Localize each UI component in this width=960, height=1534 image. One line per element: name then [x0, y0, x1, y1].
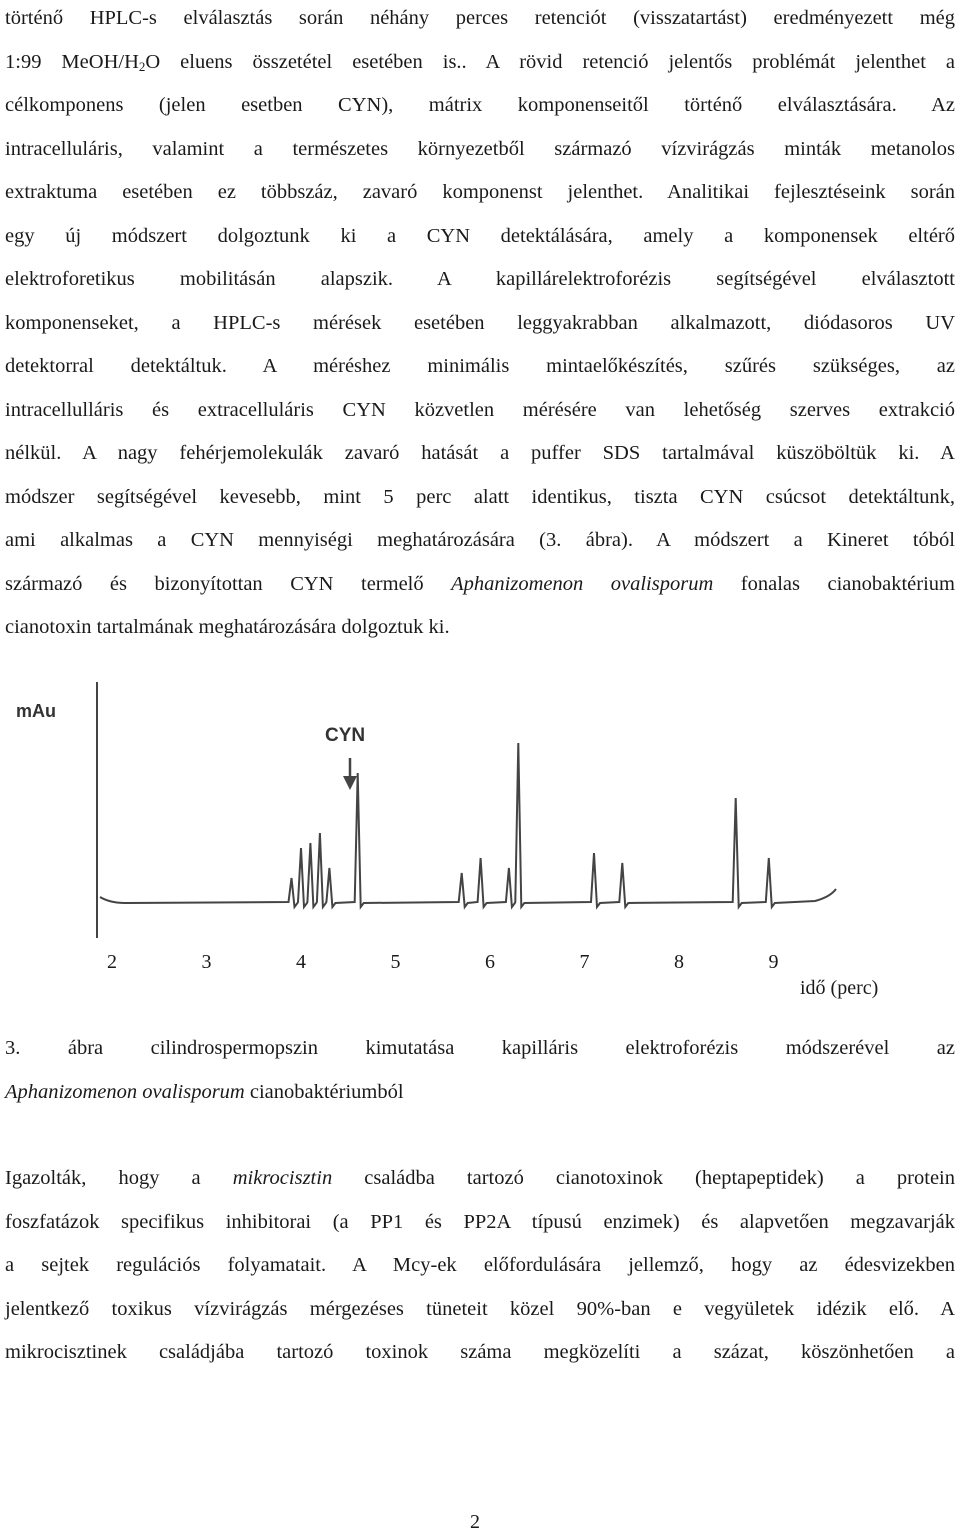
x-tick-label: 4	[296, 951, 306, 973]
x-tick-label: 6	[485, 951, 495, 973]
x-axis-label: idő (perc)	[800, 977, 879, 999]
electropherogram-plot	[0, 670, 960, 1010]
x-tick-label: 5	[390, 951, 401, 973]
cyn-arrow	[343, 758, 357, 790]
y-axis-label: mAu	[16, 701, 56, 721]
species-name: Aphanizomenon ovalisporum	[451, 572, 714, 595]
x-tick-label: 3	[201, 951, 212, 973]
paragraph-2	[5, 1157, 955, 1375]
page-number: 2	[470, 1511, 480, 1533]
text-line	[5, 1157, 955, 1201]
text-line: elektroforetikus mobilitásán alapszik. A kapillárelektroforézis segítségével elválasztott	[5, 268, 955, 290]
text-span: cianobaktériumból	[244, 1080, 404, 1103]
text-line: mikrocisztinek családjába tartozó toxinok száma megközelíti a százat, köszönhetően a	[5, 1341, 955, 1363]
text-span: Igazolták, hogy a	[5, 1167, 233, 1189]
species-name: Aphanizomenon ovalisporum	[5, 1080, 245, 1103]
text-line: a sejtek regulációs folyamatait. A Mcy-ek előfordulására jellemző, hogy az édesvizekben	[5, 1254, 955, 1276]
text-line: intracellulláris és extracelluláris CYN közvetlen mérésére van lehetőség szerves extrakció	[5, 398, 955, 421]
text-line: nélkül. A nagy fehérjemolekulák zavaró hatását a puffer SDS tartalmával küszöböltük ki. A	[5, 442, 955, 464]
toxin-name: mikrocisztin	[232, 1167, 333, 1189]
text-line: jelentkező toxikus vízvirágzás mérgezéses tüneteit közel 90%-ban e vegyületek idézik elő. A	[5, 1297, 955, 1320]
text-line: cianotoxin tartalmának meghatározására dolgoztuk ki.	[5, 616, 450, 638]
x-tick-label: 2	[107, 951, 117, 973]
text-line: detektorral detektáltuk. A méréshez minimális mintaelőkészítés, szűrés szükséges, az	[5, 355, 955, 377]
electropherogram-figure	[0, 670, 960, 1010]
text-span: családba tartozó cianotoxinok (heptapeptidek) a protein	[332, 1167, 955, 1189]
paragraph-1	[5, 0, 955, 650]
text-line: foszfatázok specifikus inhibitorai (a PP1 és PP2A típusú enzimek) és alapvetően megzavarják	[5, 1210, 955, 1233]
caption-line	[5, 1071, 955, 1115]
text-line: extraktuma esetében ez többszáz, zavaró komponenst jelenthet. Analitikai fejlesztéseink során	[5, 181, 955, 203]
x-tick-label: 8	[674, 951, 684, 973]
text-line: történő HPLC-s elválasztás során néhány perces retenciót (visszatartást) eredményezett még	[5, 7, 955, 29]
text-line: egy új módszert dolgoztunk ki a CYN detektálására, amely a komponensek eltérő	[5, 224, 955, 247]
text-line: komponenseket, a HPLC-s mérések esetében leggyakrabban alkalmazott, diódasoros UV	[5, 311, 955, 334]
x-tick-label: 7	[579, 951, 590, 973]
text-span: 1:99 MeOH/H	[5, 50, 139, 73]
text-span: származó és bizonyítottan CYN termelő	[5, 572, 452, 595]
text-span: O eluens összetétel esetében is.. A rövid retenció jelentős problémát jelenthet a	[145, 50, 955, 73]
text-line: célkomponens (jelen esetben CYN), mátrix komponenseitől történő elválasztására. Az	[5, 94, 955, 116]
signal-trace	[100, 743, 836, 907]
text-line	[5, 41, 955, 85]
text-line: ami alkalmas a CYN mennyiségi meghatározására (3. ábra). A módszert a Kineret tóból	[5, 529, 955, 551]
caption-line: 3. ábra cilindrospermopszin kimutatása kapilláris elektroforézis módszerével az	[5, 1037, 955, 1059]
subscript: 2	[138, 58, 146, 74]
text-span: fonalas cianobaktérium	[713, 572, 956, 595]
cyn-annotation: CYN	[325, 725, 366, 746]
text-line: módszer segítségével kevesebb, mint 5 perc alatt identikus, tiszta CYN csúcsot detektáltunk,	[5, 485, 955, 508]
text-line	[5, 563, 955, 607]
figure-caption	[5, 1027, 955, 1114]
x-tick-label: 9	[768, 951, 779, 973]
text-line: intracelluláris, valamint a természetes környezetből származó vízvirágzás minták metanolos	[5, 137, 955, 160]
